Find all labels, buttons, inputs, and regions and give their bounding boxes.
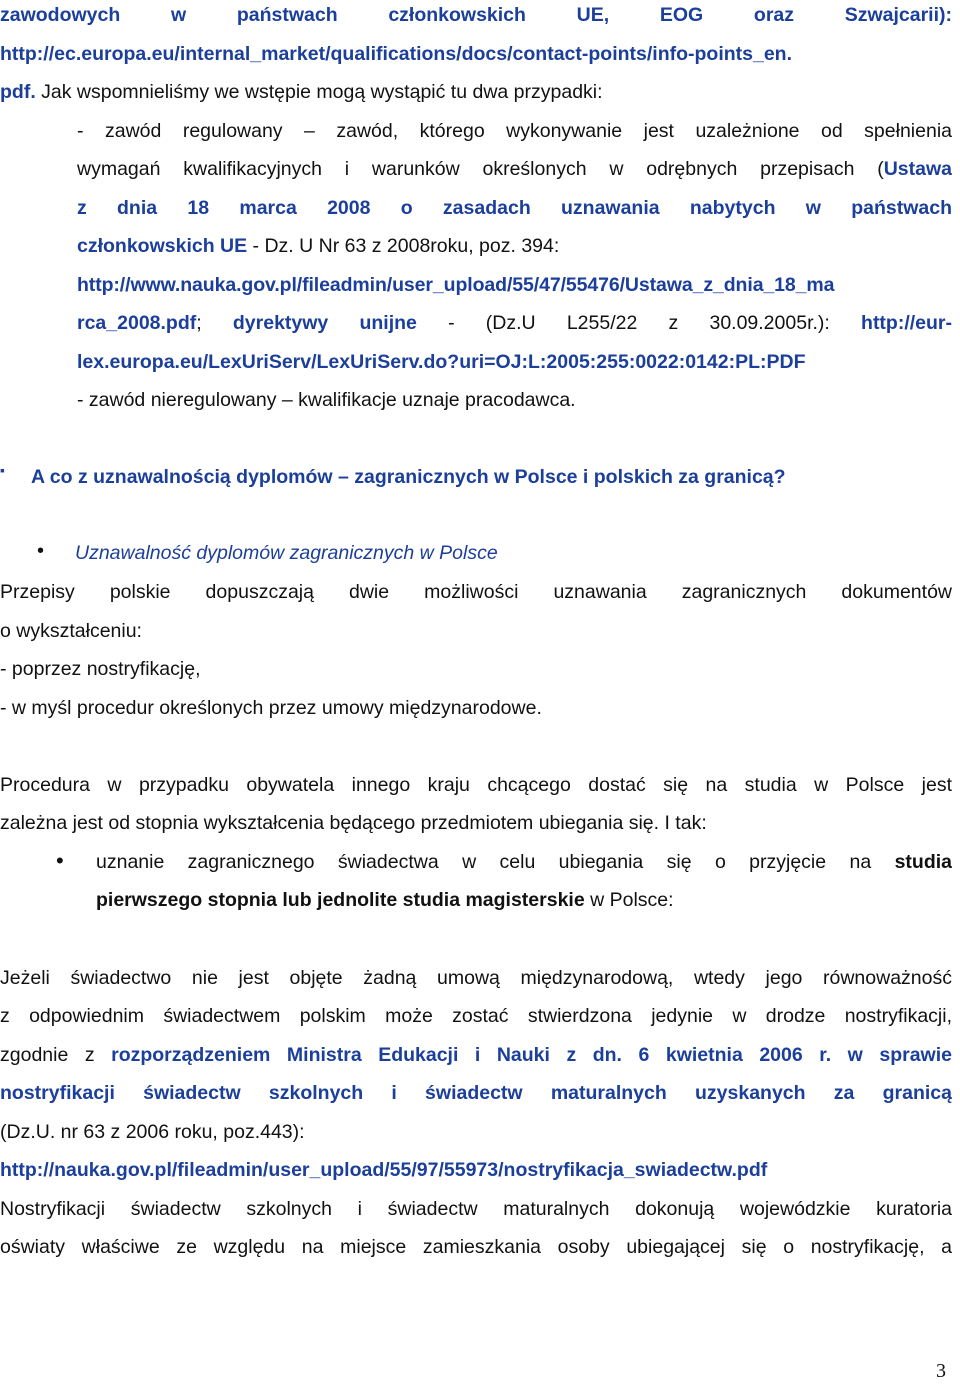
text-line: zależna jest od stopnia wykształcenia będącego przedmiotem ubiegania się. I tak: — [0, 812, 707, 834]
round-bullet-icon: • — [37, 540, 45, 562]
text-line: Procedura w przypadku obywatela innego kraju chcącego dostać się na studia w Polsce jest — [0, 774, 952, 796]
text-line: o wykształceniu: — [0, 620, 142, 642]
link-ustawa-cont[interactable]: rca_2008.pdf — [77, 312, 197, 334]
text-line: (Dz.U. nr 63 z 2006 roku, poz.443): — [0, 1121, 305, 1143]
text-line: Przepisy polskie dopuszczają dwie możliwości uznawania zagranicznych dokumentów — [0, 581, 952, 603]
list-item-cont: pierwszego stopnia lub jednolite studia magisterskie w Polsce: — [96, 889, 674, 911]
page-number: 3 — [936, 1360, 946, 1382]
text-line: Jeżeli świadectwo nie jest objęte żadną umową międzynarodową, wtedy jego równoważność — [0, 967, 952, 989]
text-line: - poprzez nostryfikację, — [0, 658, 201, 680]
link-info-points[interactable]: http://ec.europa.eu/internal_market/qualifications/docs/contact-points/info-points_en. — [0, 43, 793, 65]
link-nostryfikacja[interactable]: http://nauka.gov.pl/fileadmin/user_upload/55/97/55973/nostryfikacja_swiadectw.pdf — [0, 1159, 768, 1181]
square-bullet-icon: ▪ — [0, 462, 5, 478]
round-bullet-icon: • — [56, 848, 64, 873]
text-line: wymagań kwalifikacyjnych i warunków określonych w odrębnych przepisach (Ustawa — [77, 158, 952, 180]
link-ustawa[interactable]: http://www.nauka.gov.pl/fileadmin/user_upload/55/47/55476/Ustawa_z_dnia_18_ma — [77, 274, 835, 296]
link-eur-lex-cont[interactable]: lex.europa.eu/LexUriServ/LexUriServ.do?uri=OJ:L:2005:255:0022:0142:PL:PDF — [77, 351, 806, 373]
link-info-points-cont[interactable]: pdf. — [0, 81, 36, 103]
text-line: z odpowiednim świadectwem polskim może zostać stwierdzona jedynie w drodze nostryfikacji, — [0, 1005, 952, 1027]
list-item: uznanie zagranicznego świadectwa w celu ubiegania się o przyjęcie na studia — [96, 851, 952, 873]
text-line: - zawód regulowany – zawód, którego wykonywanie jest uzależnione od spełnienia — [77, 120, 952, 142]
text-line: oświaty właściwe ze względu na miejsce zamieszkania osoby ubiegającej się o nostryfikację, a — [0, 1236, 952, 1258]
text-line: - zawód nieregulowany – kwalifikacje uznaje pracodawca. — [77, 389, 576, 411]
text-line: zawodowych w państwach członkowskich UE, EOG oraz Szwajcarii): — [0, 4, 952, 26]
text-line: Nostryfikacji świadectw szkolnych i świadectw maturalnych dokonują wojewódzkie kuratoria — [0, 1198, 952, 1220]
text-line: nostryfikacji świadectw szkolnych i świadectw maturalnych uzyskanych za granicą — [0, 1082, 952, 1104]
text-line: członkowskich UE - Dz. U Nr 63 z 2008roku, poz. 394: — [77, 235, 560, 257]
text-line: rca_2008.pdf; dyrektywy unijne - (Dz.U L255/22 z 30.09.2005r.): http://eur- — [77, 312, 952, 334]
text-line: z dnia 18 marca 2008 o zasadach uznawania nabytych w państwach — [77, 197, 952, 219]
text-line: zgodnie z rozporządzeniem Ministra Edukacji i Nauki z dn. 6 kwietnia 2006 r. w sprawie — [0, 1044, 952, 1066]
text-line: - w myśl procedur określonych przez umowy międzynarodowe. — [0, 697, 542, 719]
subsection-heading: Uznawalność dyplomów zagranicznych w Polsce — [75, 542, 498, 564]
link-eur-lex[interactable]: http://eur- — [861, 312, 952, 334]
section-heading: A co z uznawalnością dyplomów – zagranicznych w Polsce i polskich za granicą? — [31, 466, 786, 488]
text-line: pdf. Jak wspomnieliśmy we wstępie mogą wystąpić tu dwa przypadki: — [0, 81, 603, 103]
